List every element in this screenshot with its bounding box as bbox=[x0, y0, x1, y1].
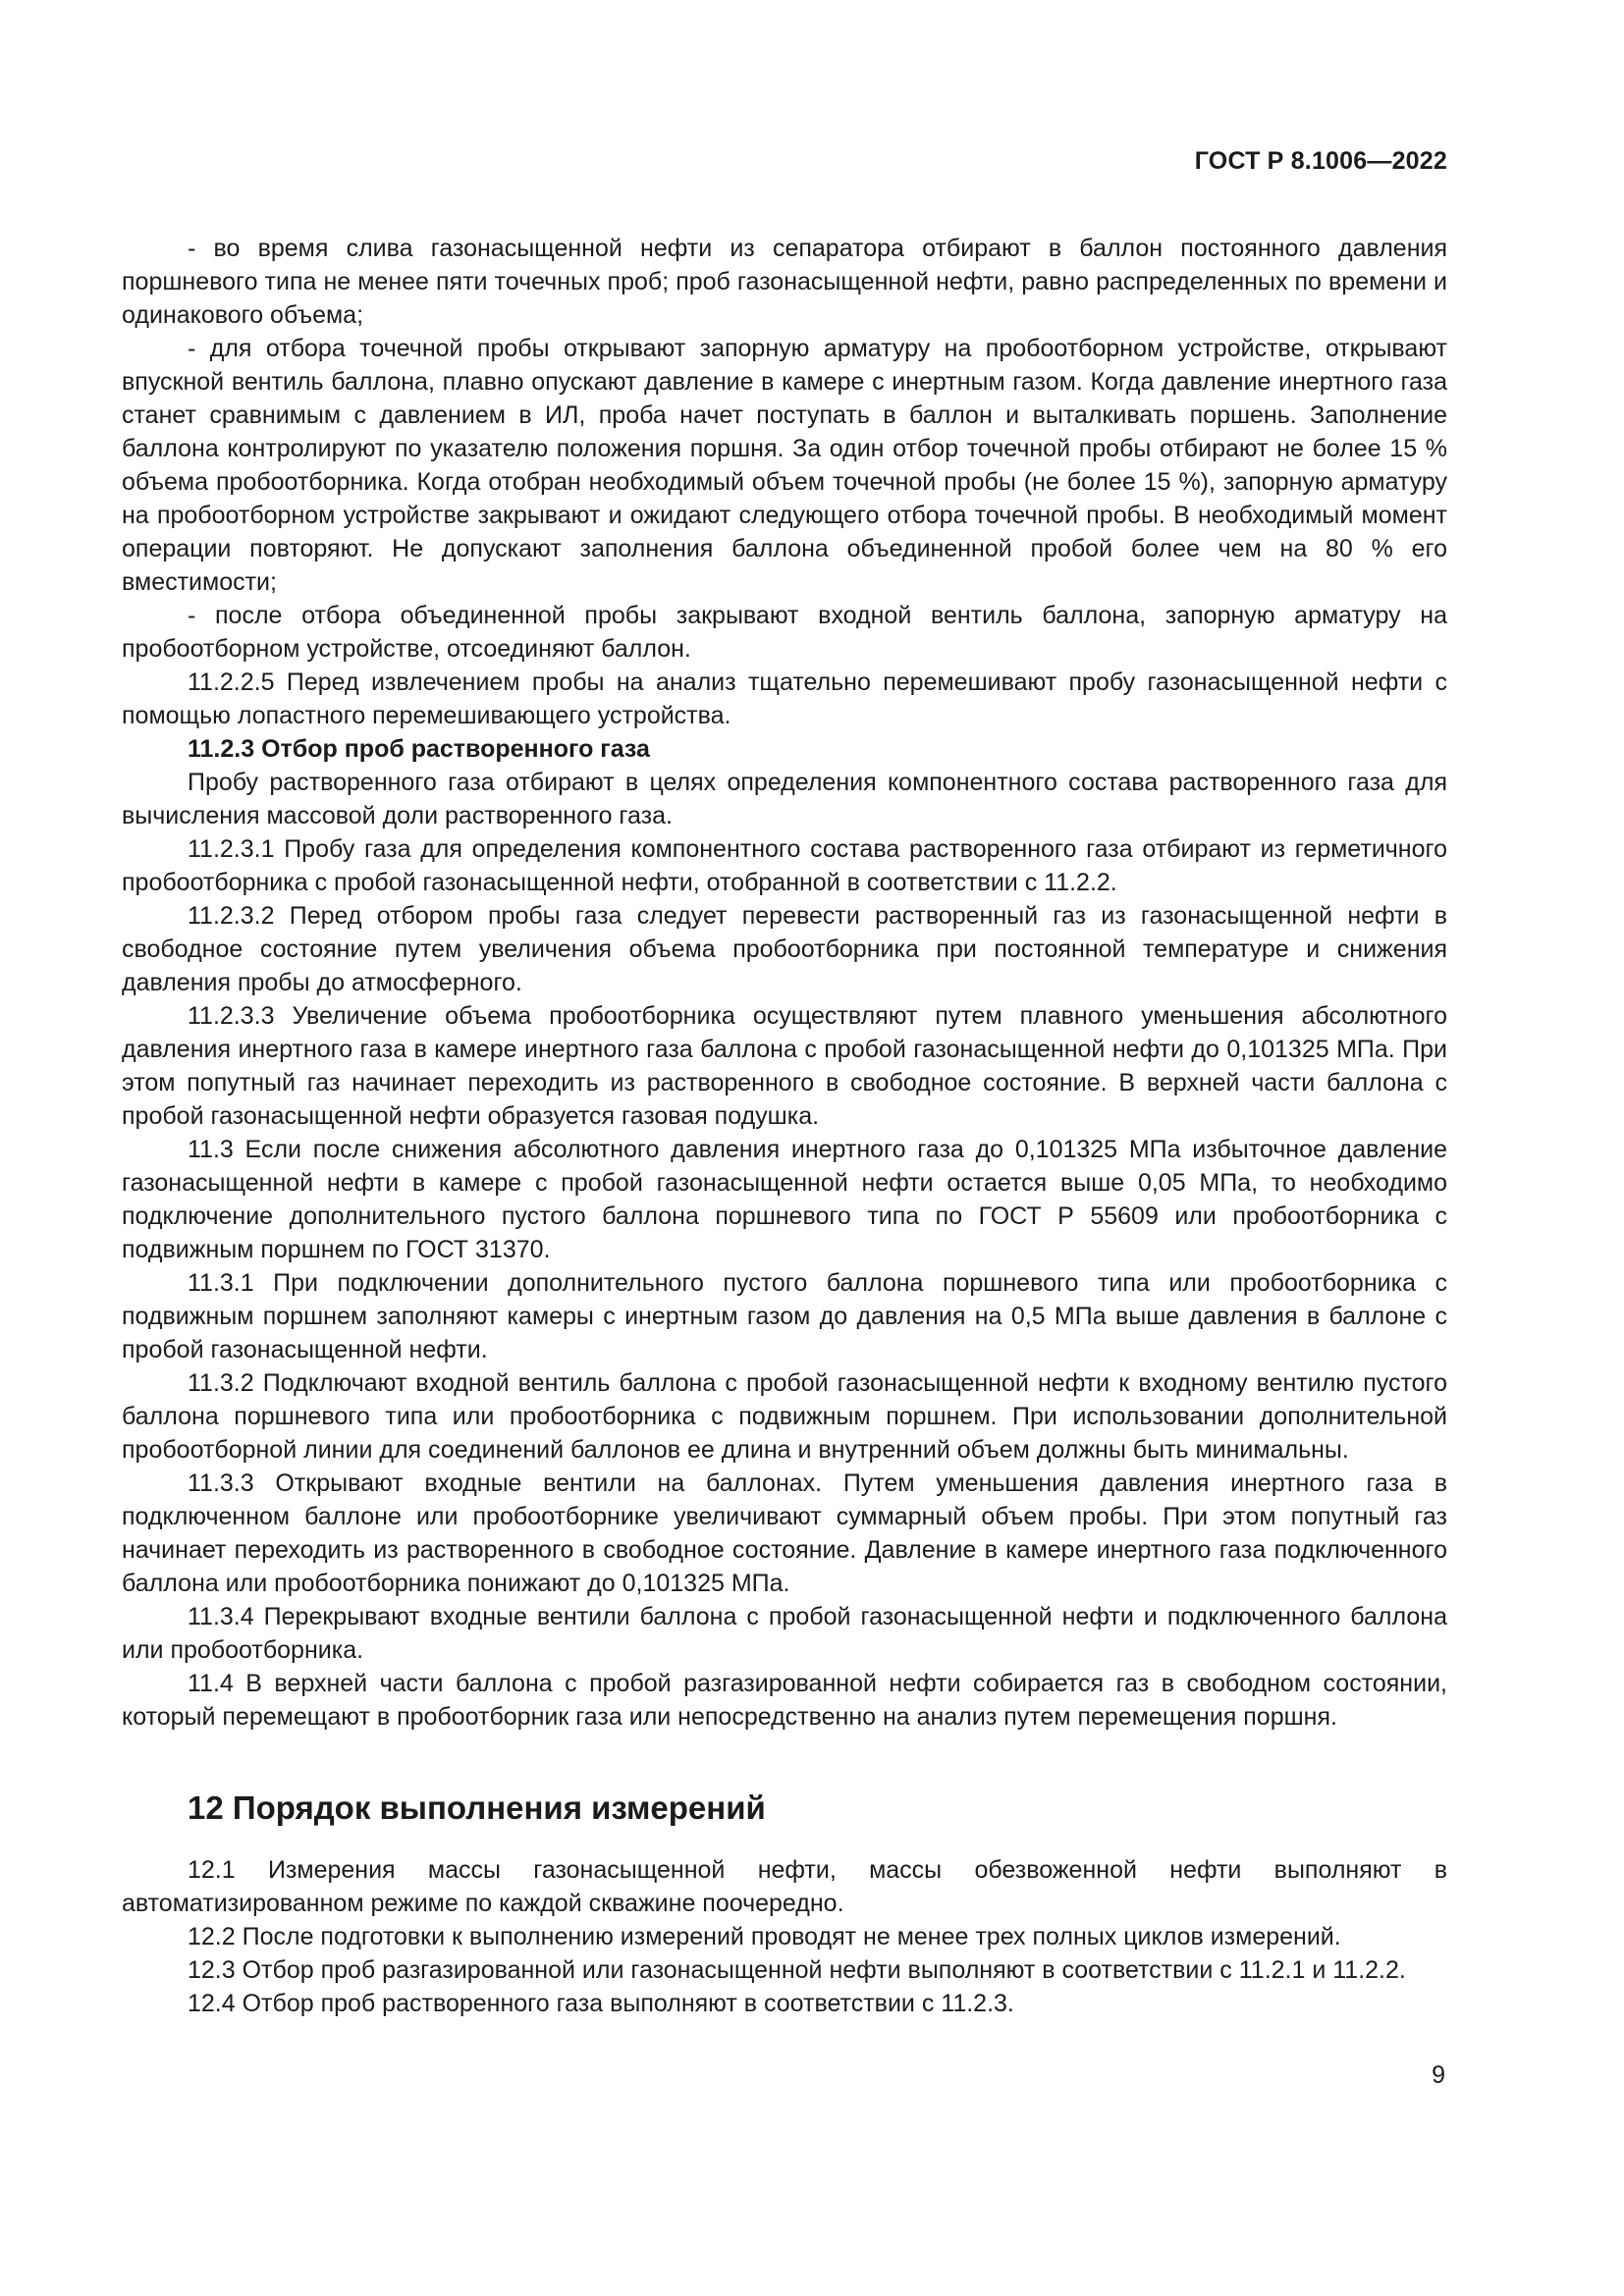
paragraph: 11.2.3.2 Перед отбором пробы газа следует перевести растворенный газ из газонасыщенной нефти в свободное состояние путем увеличения объема пробоотборника при постоянной температуре и снижения давления пробы до атмосферного. bbox=[122, 902, 1447, 996]
paragraph: 11.2.3.3 Увеличение объема пробоотборника осуществляют путем плавного уменьшения абсолютного давления инертного газа в камере инертного газа баллона с пробой газонасыщенной нефти до 0,101325 МПа. При этом попутный газ начинает переходить из растворенного в свободное состояние. В верхней части баллона с пробой газонасыщенной нефти образуется газовая подушка. bbox=[122, 1002, 1447, 1130]
paragraph: 11.3.1 При подключении дополнительного пустого баллона поршневого типа или пробоотборника с подвижным поршнем заполняют камеры с инертным газом до давления на 0,5 МПа выше давления в баллоне с пробой газонасыщенной нефти. bbox=[122, 1269, 1447, 1363]
section-heading-12: 12 Порядок выполнения измерений bbox=[188, 1789, 766, 1826]
paragraph: - после отбора объединенной пробы закрывают входной вентиль баллона, запорную арматуру на пробоотборном устройстве, отсоединяют баллон. bbox=[122, 602, 1447, 663]
paragraph: 11.3.2 Подключают входной вентиль баллона с пробой газонасыщенной нефти к входному вентилю пустого баллона поршневого типа или пробоотборника с подвижным поршнем. При использовании дополнительной пробоотборной линии для соединений баллонов ее длина и внутренний объем должны быть минимальны. bbox=[122, 1369, 1447, 1464]
document-body bbox=[122, 232, 1447, 2020]
paragraph: 11.3 Если после снижения абсолютного давления инертного газа до 0,101325 МПа избыточное давление газонасыщенной нефти в камере с пробой газонасыщенной нефти остается выше 0,05 МПа, то необходимо подключение дополнительного пустого баллона поршневого типа по ГОСТ Р 55609 или пробоотборника с подвижным поршнем по ГОСТ 31370. bbox=[122, 1136, 1447, 1263]
paragraph: Пробу растворенного газа отбирают в целях определения компонентного состава растворенного газа для вычисления массовой доли растворенного газа. bbox=[122, 769, 1447, 829]
paragraph: 11.3.4 Перекрывают входные вентили баллона с пробой газонасыщенной нефти и подключенного баллона или пробоотборника. bbox=[122, 1603, 1447, 1664]
paragraph: 11.3.3 Открывают входные вентили на баллонах. Путем уменьшения давления инертного газа в подключенном баллоне или пробоотборнике увеличивают суммарный объем пробы. При этом попутный газ начинает переходить из растворенного в свободное состояние. Давление в камере инертного газа подключенного баллона или пробоотборника понижают до 0,101325 МПа. bbox=[122, 1469, 1447, 1597]
document-code-header: ГОСТ Р 8.1006—2022 bbox=[1194, 147, 1447, 175]
paragraph: 12.2 После подготовки к выполнению измерений проводят не менее трех полных циклов измерений. bbox=[188, 1923, 1341, 1950]
paragraph: - во время слива газонасыщенной нефти из сепаратора отбирают в баллон постоянного давления поршневого типа не менее пяти точечных проб; проб газонасыщенной нефти, равно распределенных по времени и одинакового объема; bbox=[122, 235, 1447, 329]
paragraph: 12.4 Отбор проб растворенного газа выполняют в соответствии с 11.2.3. bbox=[188, 1990, 1014, 2017]
paragraph: - для отбора точечной пробы открывают запорную арматуру на пробоотборном устройстве, открывают впускной вентиль баллона, плавно опускают давление в камере с инертным газом. Когда давление инертного газа станет сравнимым с давлением в ИЛ, проба начет поступать в баллон и выталкивать поршень. Заполнение баллона контролируют по указателю положения поршня. За один отбор точечной пробы отбирают не более 15 % объема пробоотборника. Когда отобран необходимый объем точечной пробы (не более 15 %), запорную арматуру на пробоотборном устройстве закрывают и ожидают следующего отбора точечной пробы. В необходимый момент операции повторяют. Не допускают заполнения баллона объединенной пробой более чем на 80 % его вместимости; bbox=[122, 335, 1447, 596]
paragraph: 11.2.3.1 Пробу газа для определения компонентного состава растворенного газа отбирают из герметичного пробоотборника с пробой газонасыщенной нефти, отобранной в соответствии с 11.2.2. bbox=[122, 835, 1447, 896]
paragraph: 11.4 В верхней части баллона с пробой разгазированной нефти собирается газ в свободном состоянии, который перемещают в пробоотборник газа или непосредственно на анализ путем перемещения поршня. bbox=[122, 1670, 1447, 1731]
page-number: 9 bbox=[1432, 2061, 1445, 2089]
subsection-heading-11-2-3: 11.2.3 Отбор проб растворенного газа bbox=[188, 735, 650, 763]
paragraph: 12.3 Отбор проб разгазированной или газонасыщенной нефти выполняют в соответствии с 11.2.1 и 11.2.2. bbox=[188, 1956, 1406, 1984]
paragraph: 11.2.2.5 Перед извлечением пробы на анализ тщательно перемешивают пробу газонасыщенной нефти с помощью лопастного перемешивающего устройства. bbox=[122, 668, 1447, 729]
paragraph: 12.1 Измерения массы газонасыщенной нефти, массы обезвоженной нефти выполняют в автоматизированном режиме по каждой скважине поочередно. bbox=[122, 1856, 1447, 1917]
